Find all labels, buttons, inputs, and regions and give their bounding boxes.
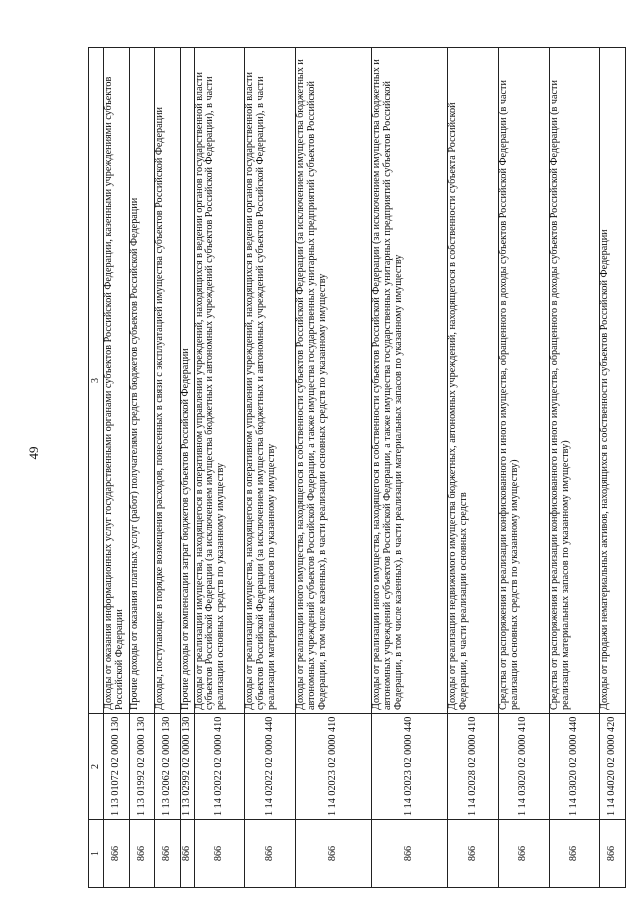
description-cell: Доходы от продажи нематериальных активов, находящихся в собственности субъектов Российской Федерации xyxy=(600,48,626,714)
admin-code-cell: 866 xyxy=(372,820,448,888)
table-row xyxy=(499,48,550,888)
table-row xyxy=(296,48,372,888)
table-header-row xyxy=(89,48,104,888)
description-cell: Прочие доходы от оказания платных услуг (работ) получателями средств бюджетов субъектов Российской Федерации xyxy=(130,48,155,714)
table-row xyxy=(194,48,245,888)
header-col-2: 2 xyxy=(89,714,104,820)
budget-code-cell: 1 14 02028 02 0000 410 xyxy=(448,714,499,820)
table-row xyxy=(130,48,155,888)
budget-code-cell: 1 13 01992 02 0000 130 xyxy=(130,714,155,820)
admin-code-cell: 866 xyxy=(245,820,296,888)
rotated-table-frame xyxy=(88,48,626,888)
description-cell: Средства от распоряжения и реализации конфискованного и иного имущества, обращенного в доходы субъектов Российской Федерации (в части реализации материальных запасов по указанному имуществу) xyxy=(549,48,600,714)
table-row xyxy=(180,48,194,888)
budget-code-cell: 1 14 03020 02 0000 410 xyxy=(499,714,550,820)
budget-code-cell: 1 13 01072 02 0000 130 xyxy=(103,714,129,820)
rotated-page-content xyxy=(88,48,626,888)
admin-code-cell: 866 xyxy=(180,820,194,888)
admin-code-cell: 866 xyxy=(103,820,129,888)
table-row xyxy=(155,48,180,888)
header-col-3: 3 xyxy=(89,48,104,714)
description-cell: Доходы от реализации иного имущества, находящегося в собственности субъектов Российской Федерации (за исключением имущества бюджетных и автономных учреждений субъектов Российской Федерации, а также имущества государственных унитарных предприятий субъектов Российской Федерации, в том числе казенных), в части реализации основных средств по указанному имуществу xyxy=(296,48,372,714)
budget-code-cell: 1 14 03020 02 0000 440 xyxy=(549,714,600,820)
table-row xyxy=(549,48,600,888)
budget-code-cell: 1 13 02992 02 0000 130 xyxy=(180,714,194,820)
table-row xyxy=(372,48,448,888)
description-cell: Доходы от реализации иного имущества, находящегося в собственности субъектов Российской Федерации (за исключением имущества бюджетных и автономных учреждений субъектов Российской Федерации, а также имущества государственных унитарных предприятий субъектов Российской Федерации, в том числе казенных), в части реализации материальных запасов по указанному имуществу xyxy=(372,48,448,714)
description-cell: Доходы, поступающие в порядке возмещения расходов, понесенных в связи с эксплуатацией имущества субъектов Российской Федерации xyxy=(155,48,180,714)
table-row xyxy=(245,48,296,888)
revenue-codes-table xyxy=(88,47,626,888)
budget-code-cell: 1 14 02022 02 0000 410 xyxy=(194,714,245,820)
description-cell: Доходы от реализации имущества, находящегося в оперативном управлении учреждений, находящихся в ведении органов государственной власти субъектов Российской Федерации (за исключением имущества бюджетных и автономных учреждений субъектов Российской Федерации), в части реализации основных средств по указанному имуществу xyxy=(194,48,245,714)
budget-code-cell: 1 14 02022 02 0000 440 xyxy=(245,714,296,820)
budget-code-cell: 1 14 02023 02 0000 440 xyxy=(372,714,448,820)
description-cell: Прочие доходы от компенсации затрат бюджетов субъектов Российской Федерации xyxy=(180,48,194,714)
budget-code-cell: 1 13 02062 02 0000 130 xyxy=(155,714,180,820)
description-cell: Доходы от реализации имущества, находящегося в оперативном управлении учреждений, находящихся в ведении органов государственной власти субъектов Российской Федерации (за исключением имущества бюджетных и автономных учреждений субъектов Российской Федерации), в части реализации материальных запасов по указанному имуществу xyxy=(245,48,296,714)
description-cell: Доходы от оказания информационных услуг государственными органами субъектов Российской Федерации, казенными учреждениями субъектов Российской Федерации xyxy=(103,48,129,714)
table-row xyxy=(448,48,499,888)
page-number: 49 xyxy=(26,446,41,460)
budget-code-cell: 1 14 02023 02 0000 410 xyxy=(296,714,372,820)
admin-code-cell: 866 xyxy=(600,820,626,888)
admin-code-cell: 866 xyxy=(499,820,550,888)
header-col-1: 1 xyxy=(89,820,104,888)
budget-code-cell: 1 14 04020 02 0000 420 xyxy=(600,714,626,820)
admin-code-cell: 866 xyxy=(448,820,499,888)
admin-code-cell: 866 xyxy=(194,820,245,888)
admin-code-cell: 866 xyxy=(155,820,180,888)
description-cell: Средства от распоряжения и реализации конфискованного и иного имущества, обращенного в доходы субъектов Российской Федерации (в части реализации основных средств по указанному имуществу) xyxy=(499,48,550,714)
table-row xyxy=(600,48,626,888)
admin-code-cell: 866 xyxy=(549,820,600,888)
description-cell: Доходы от реализации недвижимого имущества бюджетных, автономных учреждений, находящегося в собственности субъекта Российской Федерации, в части реализации основных средств xyxy=(448,48,499,714)
admin-code-cell: 866 xyxy=(130,820,155,888)
table-row xyxy=(103,48,129,888)
admin-code-cell: 866 xyxy=(296,820,372,888)
